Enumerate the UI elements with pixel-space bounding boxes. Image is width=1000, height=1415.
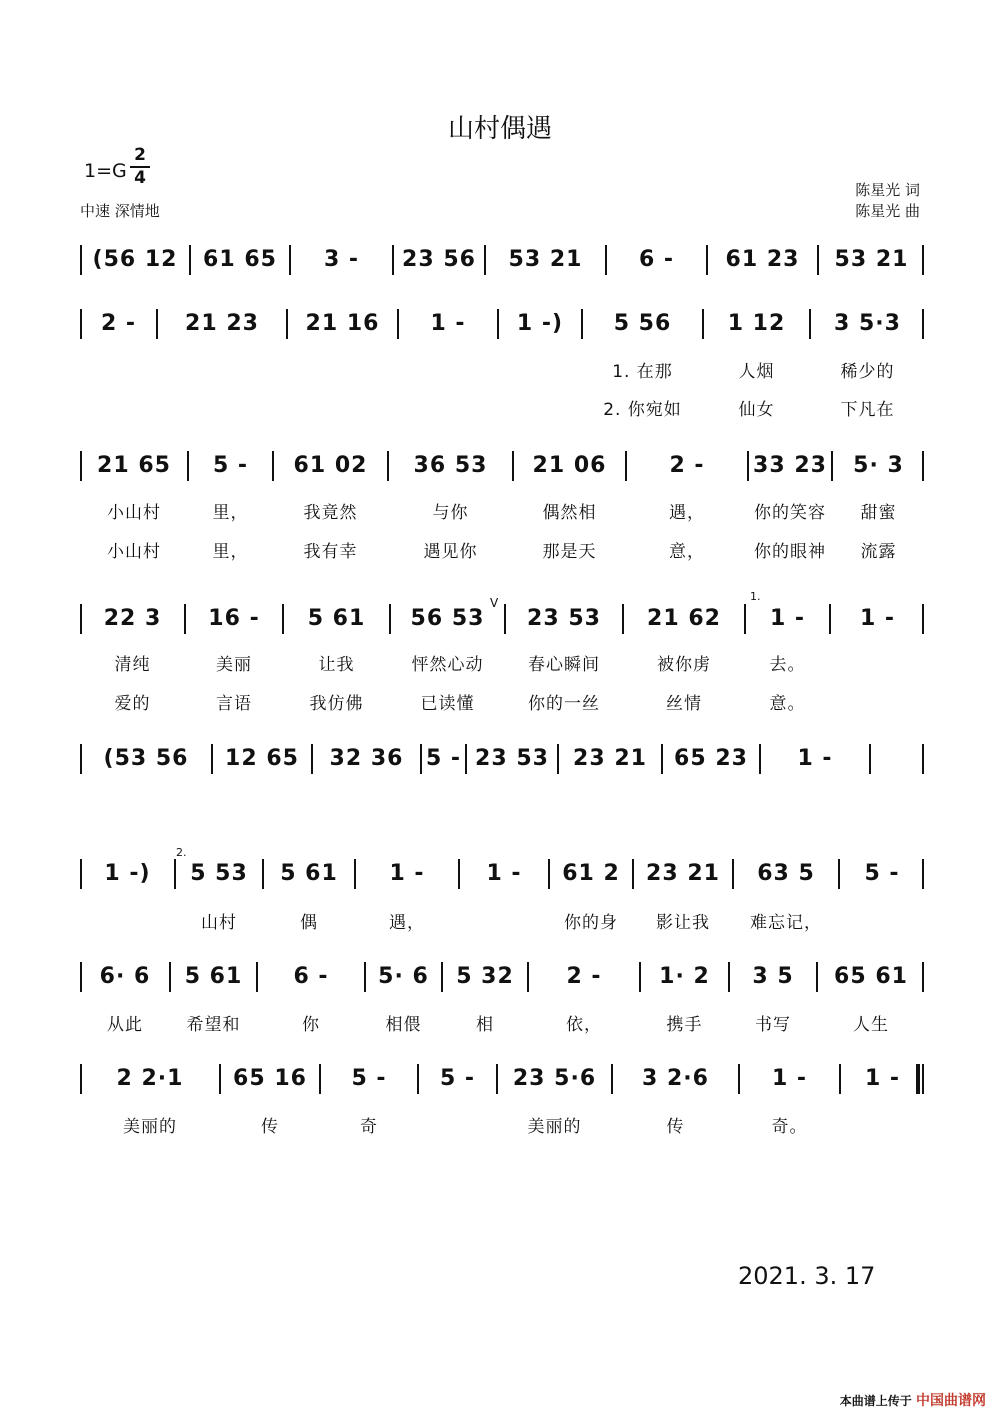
measure: 1 - xyxy=(769,606,806,631)
measure: 1 12 xyxy=(727,311,786,336)
lyric-syllables: 相偎 xyxy=(385,1015,422,1035)
measure: 1 - xyxy=(486,861,522,886)
lyric-syllables: 仙女 xyxy=(738,400,775,420)
measure: 22 3 xyxy=(103,606,162,631)
measure: 21 23 xyxy=(185,311,259,336)
measure: 65 23 xyxy=(674,746,748,771)
lyric-syllables: 传 xyxy=(666,1117,685,1137)
measure: 5 61 xyxy=(184,964,243,989)
measure: 2 - xyxy=(100,311,137,336)
measure: 23 21 xyxy=(573,746,647,771)
lyric-syllables: 里， xyxy=(212,542,249,562)
measure: 23 53 xyxy=(527,606,601,631)
footer xyxy=(840,1390,986,1410)
measure: 23 53 xyxy=(475,746,549,771)
measure: 5 32 xyxy=(456,964,514,989)
lyric-syllables: 你的身 xyxy=(564,913,618,933)
measure: 53 21 xyxy=(508,247,583,272)
lyric-syllables: 丝情 xyxy=(666,694,702,714)
lyrics-row-3-verse-1 xyxy=(80,498,925,524)
date: 2021. 3. 17 xyxy=(738,1262,876,1290)
lyric-syllables: 依， xyxy=(566,1015,602,1035)
measure: 6· 6 xyxy=(99,964,151,989)
measure: 5 - xyxy=(351,1066,387,1091)
lyric-syllables: 已读懂 xyxy=(420,694,475,714)
second-ending-label: 2. xyxy=(176,846,187,859)
first-ending-label: 1. xyxy=(750,590,761,603)
measure: 3 - xyxy=(323,247,360,272)
lyric-syllables: 怦然心动 xyxy=(411,655,484,675)
lyric-syllables: 难忘记， xyxy=(750,913,822,933)
lyric-syllables: 与你 xyxy=(432,503,469,523)
lyric-syllables: 携手 xyxy=(666,1015,703,1035)
score-system-1 xyxy=(80,230,925,290)
footer-text: 本曲谱上传于 xyxy=(839,1394,912,1408)
breath-mark: V xyxy=(490,596,499,610)
lyric-syllables: 清纯 xyxy=(114,655,151,675)
lyric-syllables: 奇 xyxy=(360,1117,378,1137)
measure: 2 2·1 xyxy=(116,1066,184,1091)
score-system-5 xyxy=(80,729,925,789)
measure: 21 06 xyxy=(532,453,607,478)
lyric-syllables: 遇见你 xyxy=(423,542,478,562)
lyric-syllables: 意。 xyxy=(769,694,806,714)
measure: 5 53 xyxy=(190,861,248,886)
footer-brand: 中国曲谱网 xyxy=(916,1393,986,1409)
lyric-syllables: 小山村 xyxy=(107,503,161,523)
measure: 16 - xyxy=(208,606,260,631)
measure: 1 - xyxy=(771,1066,808,1091)
credits xyxy=(855,180,920,222)
lyric-syllables: 爱的 xyxy=(114,694,151,714)
lyrics-row-8 xyxy=(80,1112,925,1138)
lyric-syllables: 从此 xyxy=(107,1015,143,1035)
lyric-syllables: 我竟然 xyxy=(303,503,358,523)
score-system-6 xyxy=(80,844,925,904)
lyrics-row-4-verse-1 xyxy=(80,650,925,676)
measure: 56 53 xyxy=(410,606,485,631)
measure: 6 - xyxy=(638,247,675,272)
measure: (56 12 xyxy=(92,247,178,272)
measure: 3 2·6 xyxy=(642,1066,709,1091)
measure: 1 - xyxy=(389,861,425,886)
lyrics-row-2-verse-2 xyxy=(80,395,925,421)
measure: 1 - xyxy=(797,746,833,771)
lyric-syllables: 传 xyxy=(261,1117,279,1137)
measure: 2 - xyxy=(566,964,602,989)
lyric-syllables: 2. 你宛如 xyxy=(603,400,682,420)
lyric-syllables: 美丽的 xyxy=(123,1117,177,1137)
score-system-3 xyxy=(80,436,925,496)
lyric-syllables: 你的眼神 xyxy=(754,542,826,562)
lyric-syllables: 人烟 xyxy=(738,362,775,382)
time-sig-bottom: 4 xyxy=(134,168,146,188)
measure: 23 5·6 xyxy=(512,1066,597,1091)
lyric-syllables: 言语 xyxy=(216,694,252,714)
measure: 65 61 xyxy=(834,964,908,989)
measure: 5· 6 xyxy=(378,964,429,989)
lyric-syllables: 美丽的 xyxy=(527,1117,582,1137)
lyric-syllables: 流露 xyxy=(860,542,897,562)
lyric-syllables: 你的一丝 xyxy=(528,694,600,714)
measure: 21 65 xyxy=(97,453,171,478)
lyric-syllables: 1. 在那 xyxy=(612,362,673,382)
score-system-7 xyxy=(80,947,925,1007)
lyric-syllables: 下凡在 xyxy=(840,400,895,420)
time-sig-top: 2 xyxy=(134,145,146,165)
measure: 12 65 xyxy=(225,746,299,771)
lyric-syllables: 人生 xyxy=(853,1015,889,1035)
lyric-syllables: 相 xyxy=(476,1015,494,1035)
lyric-syllables: 稀少的 xyxy=(840,362,895,382)
score-system-8 xyxy=(80,1049,925,1109)
measure: 1· 2 xyxy=(659,964,710,989)
measure: 1 - xyxy=(864,1066,901,1091)
measure: 21 62 xyxy=(647,606,721,631)
lyric-syllables: 去。 xyxy=(769,655,806,675)
lyric-syllables: 意， xyxy=(669,542,705,562)
lyric-syllables: 里， xyxy=(212,503,249,523)
song-title: 山村偶遇 xyxy=(447,114,552,144)
measure: 3 5 xyxy=(752,964,794,989)
lyrics-row-2-verse-1 xyxy=(80,357,925,383)
lyric-syllables: 美丽 xyxy=(216,655,252,675)
measure: 61 65 xyxy=(203,247,277,272)
measure: 5 56 xyxy=(613,311,672,336)
lyric-syllables: 希望和 xyxy=(186,1015,241,1035)
key-signature: 1=G xyxy=(84,160,127,182)
measure: 5 61 xyxy=(280,861,338,886)
lyric-syllables: 遇， xyxy=(389,913,425,933)
measure: 2 - xyxy=(669,453,705,478)
measure: 5 - xyxy=(425,746,462,771)
measure: 1 - xyxy=(859,606,896,631)
score-system-2 xyxy=(80,294,925,354)
score-system-4 xyxy=(80,589,925,649)
lyric-syllables: 我仿佛 xyxy=(309,694,364,714)
measure: 63 5 xyxy=(757,861,815,886)
measure: 5· 3 xyxy=(853,453,904,478)
lyrics-row-6 xyxy=(80,908,925,934)
lyrics-row-7 xyxy=(80,1010,925,1036)
lyric-syllables: 偶然相 xyxy=(542,503,597,523)
measure: 61 02 xyxy=(293,453,368,478)
measure: 61 23 xyxy=(725,247,800,272)
lyric-syllables: 被你虏 xyxy=(657,655,711,675)
measure: 33 23 xyxy=(753,453,827,478)
measure: 5 - xyxy=(864,861,900,886)
measure: 1 - xyxy=(430,311,466,336)
lyrics-row-4-verse-2 xyxy=(80,689,925,715)
measure: 21 16 xyxy=(305,311,380,336)
lyric-syllables: 小山村 xyxy=(107,542,161,562)
lyric-syllables: 影让我 xyxy=(656,913,710,933)
lyric-syllables: 让我 xyxy=(318,655,355,675)
measure: 65 16 xyxy=(233,1066,307,1091)
lyric-syllables: 偶 xyxy=(300,913,318,933)
composer-credit: 陈星光 曲 xyxy=(855,202,920,220)
measure: 61 2 xyxy=(562,861,620,886)
measure: 23 56 xyxy=(402,247,476,272)
measure: 5 - xyxy=(439,1066,476,1091)
measure: 23 21 xyxy=(646,861,720,886)
lyric-syllables: 那是天 xyxy=(542,542,597,562)
lyrics-row-3-verse-2 xyxy=(80,537,925,563)
measure: 3 5·3 xyxy=(834,311,901,336)
time-signature xyxy=(130,146,150,188)
lyricist-credit: 陈星光 词 xyxy=(855,181,920,199)
measure: 6 - xyxy=(293,964,329,989)
measure: 5 61 xyxy=(307,606,366,631)
measure: 1 -) xyxy=(516,311,564,336)
tempo-marking: 中速 深情地 xyxy=(80,202,160,220)
lyric-syllables: 你的笑容 xyxy=(754,503,826,523)
measure: 32 36 xyxy=(329,746,404,771)
measure: 53 21 xyxy=(834,247,909,272)
measure: (53 56 xyxy=(103,746,189,771)
lyric-syllables: 山村 xyxy=(201,913,237,933)
lyric-syllables: 书写 xyxy=(755,1015,791,1035)
measure: 5 - xyxy=(212,453,249,478)
measure: 1 -) xyxy=(104,861,151,886)
measure: 36 53 xyxy=(413,453,488,478)
lyric-syllables: 甜蜜 xyxy=(860,503,897,523)
lyric-syllables: 你 xyxy=(302,1015,320,1035)
lyric-syllables: 遇， xyxy=(669,503,705,523)
lyric-syllables: 我有幸 xyxy=(303,542,358,562)
lyric-syllables: 奇。 xyxy=(771,1117,808,1137)
lyric-syllables: 春心瞬间 xyxy=(528,655,600,675)
